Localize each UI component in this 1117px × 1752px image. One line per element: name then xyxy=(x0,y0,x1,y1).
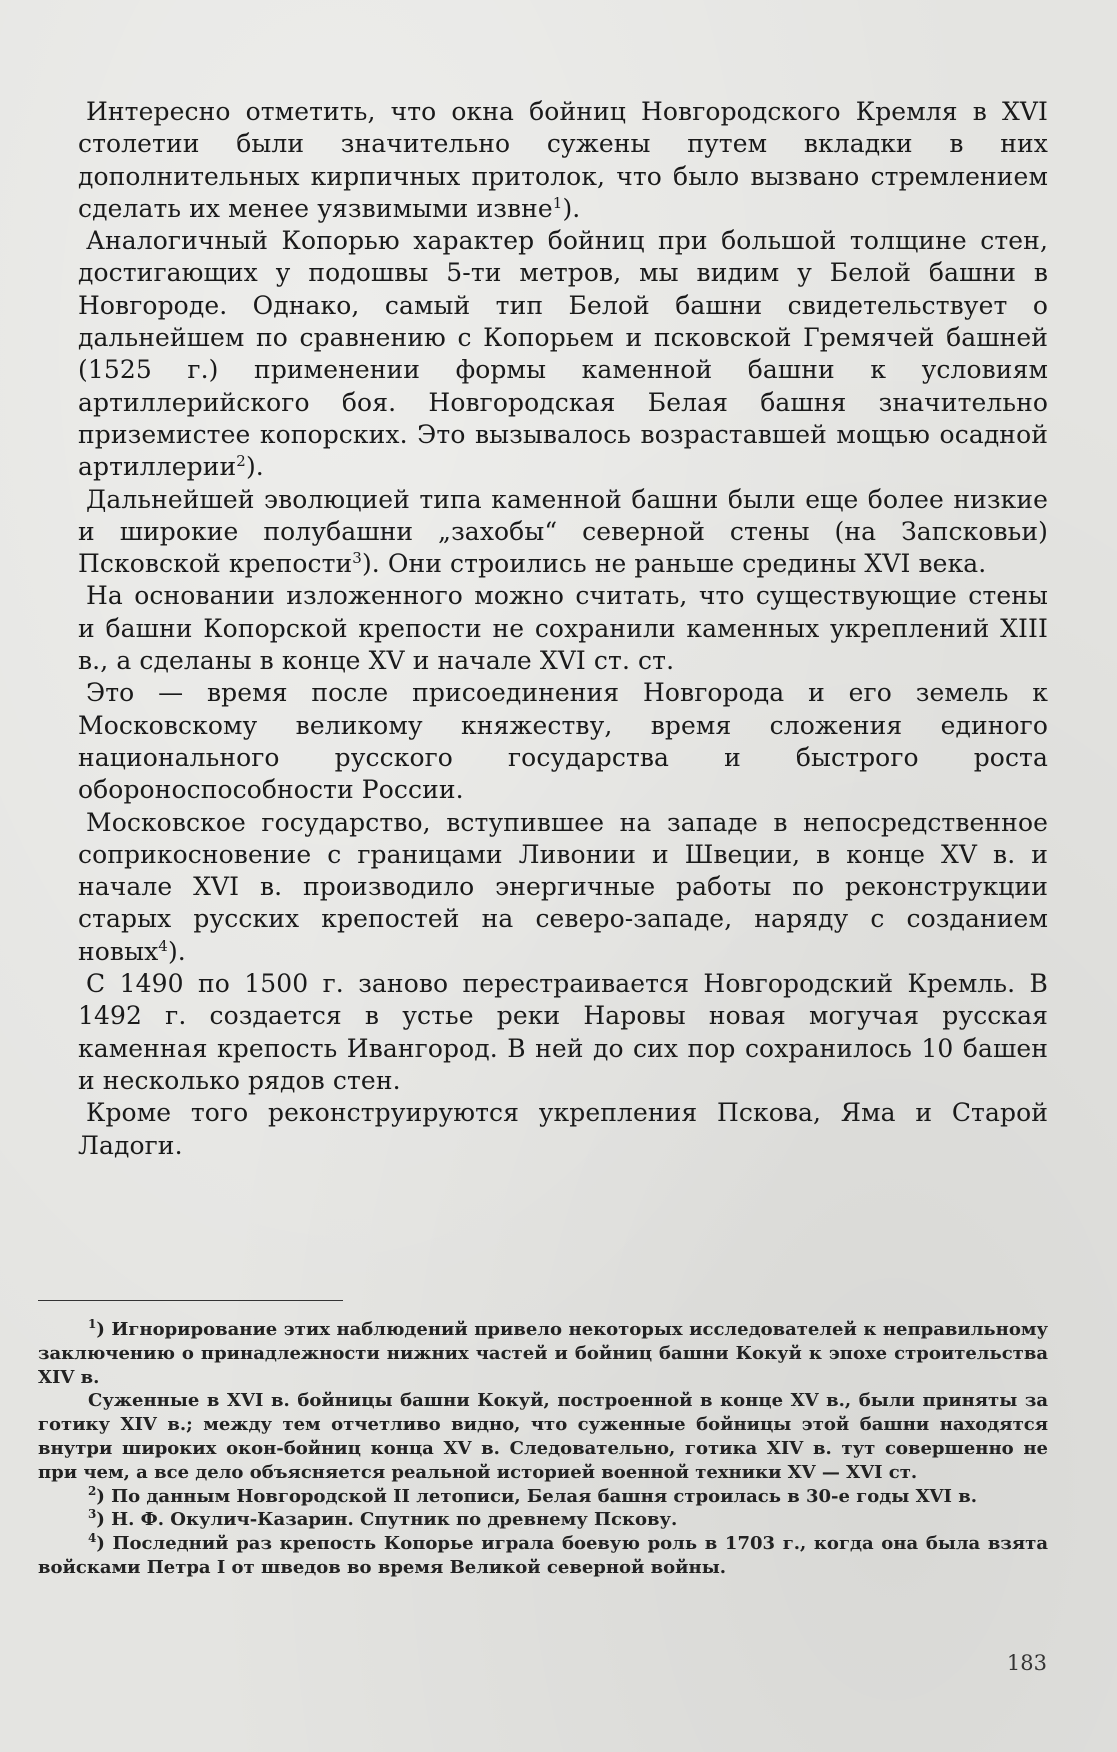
footnote-text: ) Последний раз крепость Копорье играла боевую роль в 1703 г., когда она была взята войсками Петра I от шведов во время Великой северной войны. xyxy=(38,1533,1048,1578)
footnote-4 xyxy=(38,1532,1048,1580)
footnote-mark: 2 xyxy=(88,1483,97,1498)
footnote-ref: 2 xyxy=(236,452,246,471)
paragraph-1 xyxy=(78,96,1048,225)
footnote-1-continued xyxy=(38,1389,1048,1484)
paragraph-text: С 1490 по 1500 г. заново перестраивается Новгородский Кремль. В 1492 г. создается в устье реки Наровы новая могучая русская каменная крепость Ивангород. В ней до сих пор сохранилось 10 башен и несколько рядов стен. xyxy=(78,969,1048,1095)
paragraph-tail: ). xyxy=(245,452,264,482)
footnote-text: Суженные в XVI в. бойницы башни Кокуй, построенной в конце XV в., были приняты за готику XIV в.; между тем отчетливо видно, что суженные бойницы этой башни находятся внутри широких окон-бойниц конца XV в. Следовательно, готика XIV в. тут совершенно не при чем, а все дело объясняется реальной историей военной техники XV — XVI ст. xyxy=(38,1390,1048,1483)
paragraph-8 xyxy=(78,1097,1048,1162)
footnote-3 xyxy=(38,1508,1048,1532)
footnote-mark: 3 xyxy=(88,1507,97,1522)
footnote-mark: 4 xyxy=(88,1531,97,1546)
paragraph-4 xyxy=(78,580,1048,677)
footnote-ref: 3 xyxy=(352,549,362,568)
paragraph-text: На основании изложенного можно считать, что существующие стены и башни Копорской крепости не сохранили каменных укреплений XIII в., а сделаны в конце XV и начале XVI ст. ст. xyxy=(78,581,1048,676)
paragraph-text: Московское государство, вступившее на западе в непосредственное соприкосновение с границами Ливонии и Швеции, в конце XV в. и начале XVI в. производило энергичные работы по реконструкции старых русских крепостей на северо-западе, наряду с созданием новых xyxy=(78,807,1048,966)
paragraph-tail: ). xyxy=(167,936,186,966)
footnote-text: ) По данным Новгородской II летописи, Белая башня строилась в 30-е годы XVI в. xyxy=(96,1485,977,1507)
page-number: 183 xyxy=(1006,1651,1047,1675)
paragraph-text: Дальнейшей эволюцией типа каменной башни были еще более низкие и широкие полубашни „захобы“ северной стены (на Запсковьи) Псковской крепости xyxy=(78,484,1048,579)
footnote-text: ) Игнорирование этих наблюдений привело некоторых исследователей к неправильному заключению о принадлежности нижних частей и бойниц башни Кокуй к эпохе строительства XIV в. xyxy=(38,1319,1048,1388)
footnote-1 xyxy=(38,1318,1048,1389)
footnotes xyxy=(38,1318,1048,1580)
paragraph-text: Кроме того реконструируются укрепления Пскова, Яма и Старой Ладоги. xyxy=(78,1098,1048,1160)
footnote-ref: 4 xyxy=(158,936,168,955)
paragraph-5 xyxy=(78,677,1048,806)
paragraph-text: Интересно отметить, что окна бойниц Новгородского Кремля в XVI столетии были значительно сужены путем вкладки в них дополнительных кирпичных притолок, что было вызвано стремлением сделать их менее уязвимыми извне xyxy=(78,97,1048,223)
footnote-ref: 1 xyxy=(552,193,563,212)
main-text xyxy=(78,96,1048,1162)
footnote-text: ) Н. Ф. Окулич-Казарин. Спутник по древнему Пскову. xyxy=(96,1509,678,1531)
paragraph-tail: ). Они строились не раньше средины XVI века. xyxy=(361,549,987,579)
footnote-2 xyxy=(38,1485,1048,1509)
footnote-mark: 1 xyxy=(88,1317,97,1331)
paragraph-7 xyxy=(78,968,1048,1097)
paragraph-3 xyxy=(78,484,1048,581)
paragraph-text: Аналогичный Копорью характер бойниц при большой толщине стен, достигающих у подошвы 5-ти метров, мы видим у Белой башни в Новгороде. Однако, самый тип Белой башни свидетельствует о дальнейшем по сравнению с Копорьем и псковской Гремячей башней (1525 г.) применении формы каменной башни к условиям артиллерийского боя. Новгородская Белая башня значительно приземистее копорских. Это вызывалось возраставшей мощью осадной артиллерии xyxy=(78,226,1048,482)
paragraph-6 xyxy=(78,807,1048,968)
footnote-divider xyxy=(38,1300,343,1301)
paragraph-2 xyxy=(78,225,1048,483)
paragraph-text: Это — время после присоединения Новгорода и его земель к Московскому великому княжеству, время сложения единого национального русского государства и быстрого роста обороноспособности России. xyxy=(78,678,1048,805)
paragraph-tail: ). xyxy=(562,193,581,223)
